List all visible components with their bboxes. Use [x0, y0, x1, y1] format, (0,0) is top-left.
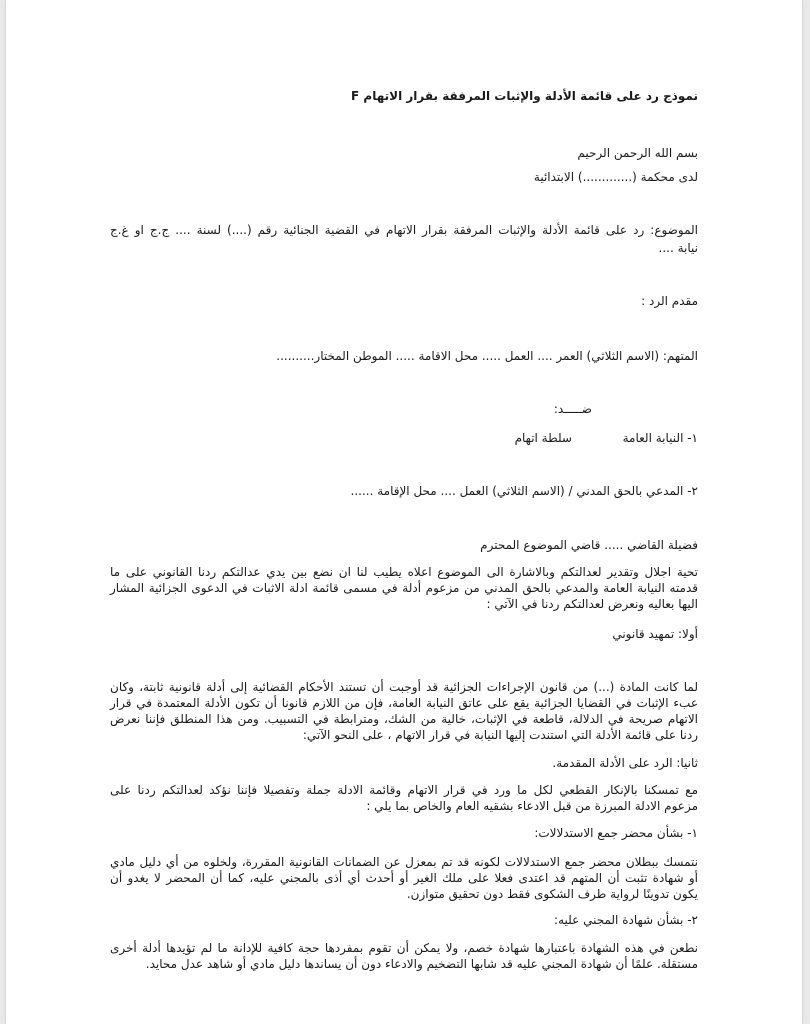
salutation: فضيلة القاضي ..... قاضي الموضوع المحترم	[480, 538, 698, 552]
heading-report: ١- بشأن محضر جمع الاستدلالات:	[534, 826, 698, 840]
intro-line-1: تحية اجلال وتقدير لعدالتكم وبالاشارة الى الموضوع اعلاه يطيب لنا ان نضع بين يدي عدالتكم ردنا القانوني على ما	[110, 565, 698, 579]
intro-line-2: قدمته النيابة العامة والمدعي بالحق المدني من مزعوم أدلة في مسمى قائمة ادلة الاثبات في الدعوى الجزائية المشار	[110, 581, 698, 595]
intro-line-3: اليها بعاليه ونعرض لعدالتكم ردنا في الآتي :	[486, 597, 698, 611]
para4-line-1: نطعن في هذه الشهادة باعتبارها شهادة خصم، ولا يمكن أن تقوم بمفردها حجة كافية للإدانة ما لم تؤيدها أدلة أخرى	[110, 941, 698, 955]
party-2-line: ٢- المدعي بالحق المدني / (الاسم الثلاثي) العمل .... محل الإقامة ......	[350, 484, 698, 498]
heading-response: ثانيا: الرد على الأدلة المقدمة.	[552, 756, 698, 770]
para4-line-2: مستقلة. علمًا أن شهادة المجني عليه قد شابها التضخيم والادعاء دون أن يساندها دليل مادي أو شاهد عدل محايد.	[145, 957, 698, 971]
para3-line-2: أو شهادة تثبت أن المتهم قد اعتدى فعلا على ملك الغير أو أحدث أي أذى بالمجني عليه، كما أن المحضر لا يغدو أن	[110, 871, 698, 885]
party-1-label: ١- النيابة العامة	[622, 431, 698, 445]
para2-line-1: مع تمسكنا بالإنكار القطعي لكل ما ورد في قرار الاتهام وقائمة الادلة جملة وتفصيلا فإننا نؤكد لعدالتكم ردنا على	[110, 783, 698, 797]
heading-testimony: ٢- بشأن شهادة المجني عليه:	[554, 913, 698, 927]
para1-line-1: لما كانت المادة (...) من قانون الإجراءات الجزائية قد أوجبت أن تستند الأحكام القضائية إلى أدلة قانونية ثابتة، وكان	[110, 680, 698, 694]
basmala: بسم الله الرحمن الرحيم	[577, 146, 698, 160]
para2-line-2: مزعوم الادلة المبرزة من قبل الادعاء بشقيه العام والخاص بما يلي :	[366, 799, 698, 813]
para3-line-1: نتمسك ببطلان محضر جمع الاستدلالات لكونه قد تم بمعزل عن الضمانات القانونية المقررة، ولخلوه من أي دليل مادي	[110, 855, 698, 869]
subject-line-1: الموضوع: رد على قائمة الأدلة والإثبات المرفقة بقرار الاتهام في القضية الجنائية رقم (....) لسنة .... ج.ج او غ.ج	[110, 223, 698, 237]
heading-preliminary: أولا: تمهيد قانوني	[612, 627, 698, 641]
party-1-role: سلطة اتهام	[514, 431, 572, 445]
document-page	[6, 0, 802, 1024]
accused-line: المتهم: (الاسم الثلاثي) العمر .... العمل ..... محل الاقامة ..... الموطن المختار..........	[276, 349, 698, 363]
para1-line-3: الاتهام صريحة في الدلالة، قاطعة في الإثبات، خالية من الشك، ومترابطة في التسبيب. ومن هذا المنطلق فإننا نعرض	[110, 712, 698, 726]
para1-line-2: عبء الإثبات في القضايا الجزائية يقع على عاتق النيابة العامة، فإن من اللازم قانونا أن تكون الأدلة المعتمدة في قرار	[110, 696, 698, 710]
document-title: نموذج رد على قائمة الأدلة والإثبات المرفقة بقرار الاتهام F	[351, 89, 698, 103]
against-label: ضـــــد:	[553, 402, 592, 416]
respondent-line: مقدم الرد :	[641, 294, 698, 308]
para3-line-3: يكون تدوينًا لرواية طرف الشكوى فقط دون تحقيق متوازن.	[406, 887, 698, 901]
para1-line-4: ردنا على قائمة الأدلة التي استندت إليها النيابة في قرار الاتهام ، على النحو الآتي:	[302, 728, 698, 742]
subject-line-2: نيابة ....	[658, 241, 698, 255]
court-line: لدى محكمة (.............) الابتدائية	[533, 170, 698, 184]
